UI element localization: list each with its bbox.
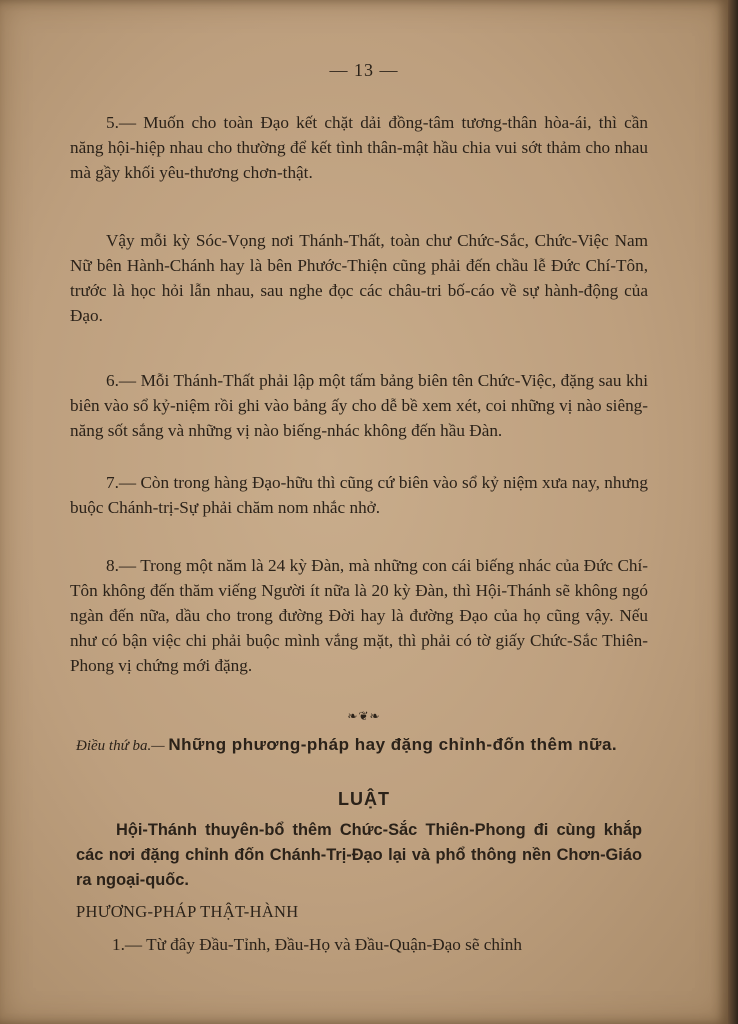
dieu-thu-ba [76,732,642,759]
paragraph-6: 6.— Mỗi Thánh-Thất phải lập một tấm bảng biên tên Chức-Việc, đặng sau khi biên vào sổ kỷ-niệm rồi ghi vào bảng ấy cho dễ bề xem xét, coi những vị nào siêng-năng sốt sắng và những vị nào biếng-nhác không đến hầu Đàn. [70,371,648,440]
ornament-divider: ❧❦❧ [347,709,381,723]
dieu-title: Những phương-pháp hay đặng chỉnh-đốn thêm nữa. [168,735,618,754]
paragraph-8: 8.— Trong một năm là 24 kỳ Đàn, mà những con cái biếng nhác của Đức Chí-Tôn không đến thăm viếng Người ít nữa là 20 kỳ Đàn, thì Hội-Thánh sẽ không ngó ngàn đến nữa, dầu cho trong đường Đời hay là đường Đạo của họ cũng vậy. Nếu như có bận việc chi phải buộc mình vắng mặt, thì phải có tờ giấy Chức-Sắc Thiên-Phong vị chứng mới đặng. [70,556,648,675]
paragraph-7: 7.— Còn trong hàng Đạo-hữu thì cũng cứ biên vào sổ kỷ niệm xưa nay, nhưng buộc Chánh-trị-Sự phải chăm nom nhắc nhở. [70,473,648,517]
phuong-phap-heading: PHƯƠNG-PHÁP THẬT-HÀNH [76,902,299,921]
page-number: — 13 — [329,60,399,80]
paragraph-5: 5.— Muốn cho toàn Đạo kết chặt dải đồng-tâm tương-thân hòa-ái, thì cần năng hội-hiệp nhau cho thường để kết tình thân-mật hầu chia vui sớt thảm cho nhau mà gầy khối yêu-thương chơn-thật. [70,113,648,182]
dieu-label: Điều thứ ba.— [76,738,169,754]
luat-heading: LUẬT [338,789,390,809]
luat-paragraph: Hội-Thánh thuyên-bổ thêm Chức-Sắc Thiên-Phong đi cùng khắp các nơi đặng chỉnh đốn Chánh-Trị-Đạo lại và phổ thông nền Chơn-Giáo ra ngoại-quốc. [76,821,642,889]
paragraph-vay: Vậy mỗi kỳ Sóc-Vọng nơi Thánh-Thất, toàn chư Chức-Sắc, Chức-Việc Nam Nữ bên Hành-Chánh hay là bên Phước-Thiện cũng phải đến chầu lễ Đức Chí-Tôn, trước là học hỏi lẫn nhau, sau nghe đọc các châu-tri bố-cáo về sự hành-động của Đạo. [70,231,648,325]
page-edge [728,0,738,1024]
paragraph-1: 1.— Từ đây Đầu-Tỉnh, Đầu-Họ và Đầu-Quận-Đạo sẽ chỉnh [112,935,522,954]
